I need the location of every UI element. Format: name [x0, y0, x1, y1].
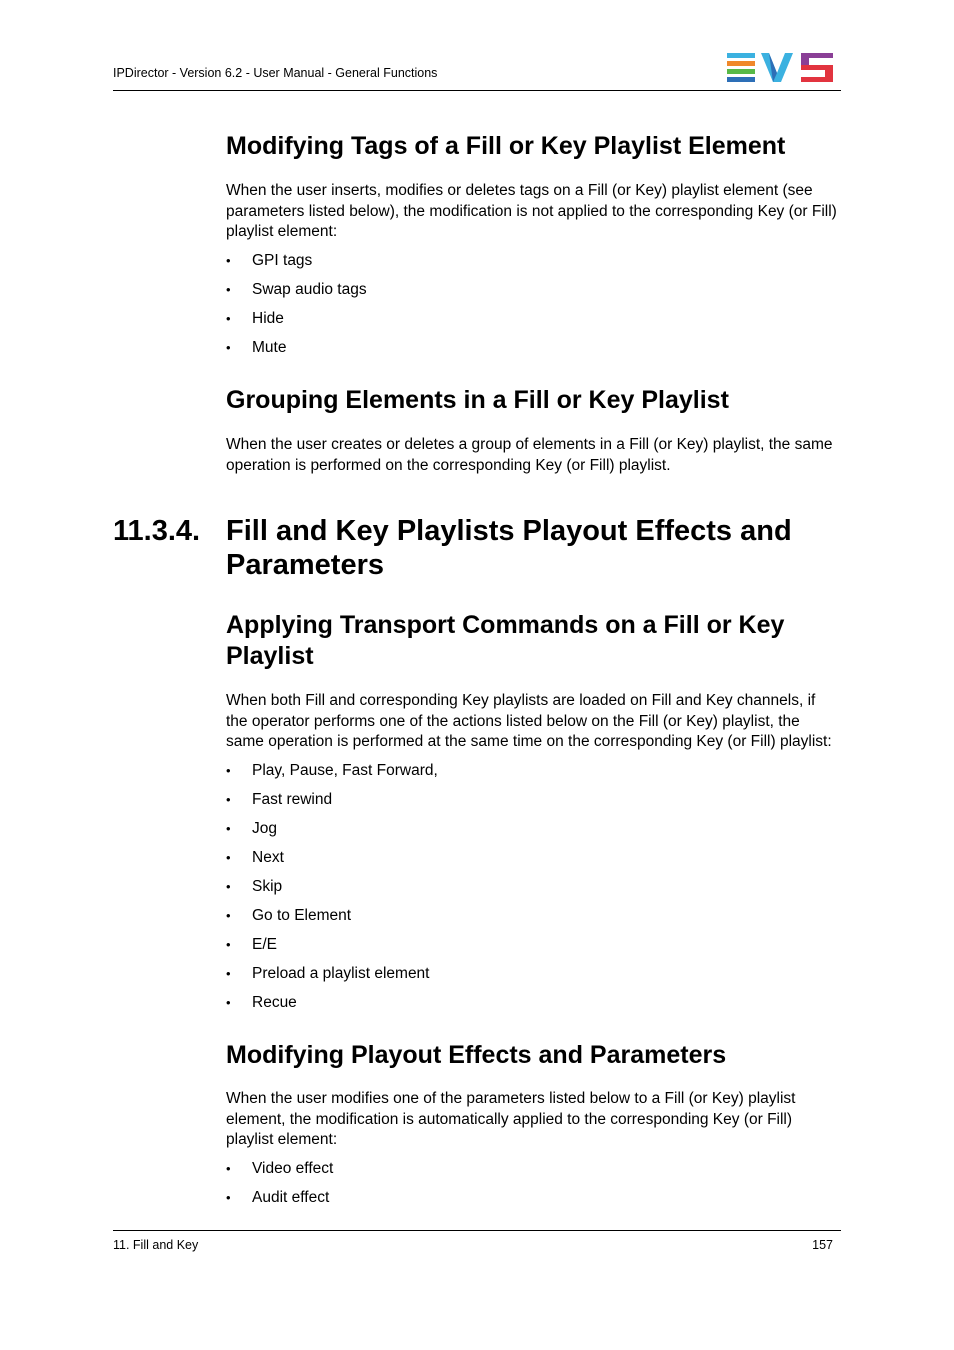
transport-heading: Applying Transport Commands on a Fill or Key Playlist	[226, 611, 785, 670]
chapter-heading: Fill and Key Playlists Playout Effects and Parameters	[226, 515, 792, 581]
list-item: • Next	[226, 848, 841, 877]
chapter-number: 11.3.4.	[113, 515, 201, 547]
transport-intro: When both Fill and corresponding Key playlists are loaded on Fill and Key channels, if the operator performs one of the actions listed below on the Fill (or Key) playlist, the same operation is performed at the same time on the corresponding Key (or Fill) playlist:	[226, 692, 832, 750]
document-title: IPDirector - Version 6.2 - User Manual - General Functions	[113, 66, 438, 80]
list-item: • Preload a playlist element	[226, 964, 841, 993]
list-item: • Go to Element	[226, 906, 841, 935]
footer-rule	[113, 1230, 841, 1231]
effects-heading: Modifying Playout Effects and Parameters	[226, 1041, 727, 1069]
list-item: • Audit effect	[226, 1188, 841, 1217]
list-item: • Swap audio tags	[226, 280, 841, 309]
list-item: • Play, Pause, Fast Forward,	[226, 761, 841, 790]
list-item: • Recue	[226, 993, 841, 1022]
list-item: • Hide	[226, 309, 841, 338]
list-item: • Video effect	[226, 1159, 841, 1188]
list-item: • Fast rewind	[226, 790, 841, 819]
page-number: 157	[812, 1238, 833, 1252]
effects-list	[226, 1159, 841, 1217]
list-item: • GPI tags	[226, 251, 841, 280]
effects-intro: When the user modifies one of the parameters listed below to a Fill (or Key) playlist element, the modification is automatically applied to the corresponding Key (or Fill) playlist element:	[226, 1090, 796, 1148]
list-item: • E/E	[226, 935, 841, 964]
header-rule	[113, 90, 841, 91]
group-heading: Grouping Elements in a Fill or Key Playlist	[226, 386, 729, 414]
tags-list	[226, 251, 841, 367]
evs-logo	[727, 53, 835, 83]
list-item: • Mute	[226, 338, 841, 367]
footer-chapter: 11. Fill and Key	[113, 1238, 199, 1252]
list-item: • Skip	[226, 877, 841, 906]
tags-heading: Modifying Tags of a Fill or Key Playlist Element	[226, 132, 786, 160]
tags-intro: When the user inserts, modifies or deletes tags on a Fill (or Key) playlist element (see parameters listed below), the modification is not applied to the corresponding Key (or Fill) playlist element:	[226, 182, 837, 240]
transport-list	[226, 761, 841, 1022]
list-item: • Jog	[226, 819, 841, 848]
group-text: When the user creates or deletes a group of elements in a Fill (or Key) playlist, the same operation is performed on the corresponding Key (or Fill) playlist.	[226, 436, 833, 474]
